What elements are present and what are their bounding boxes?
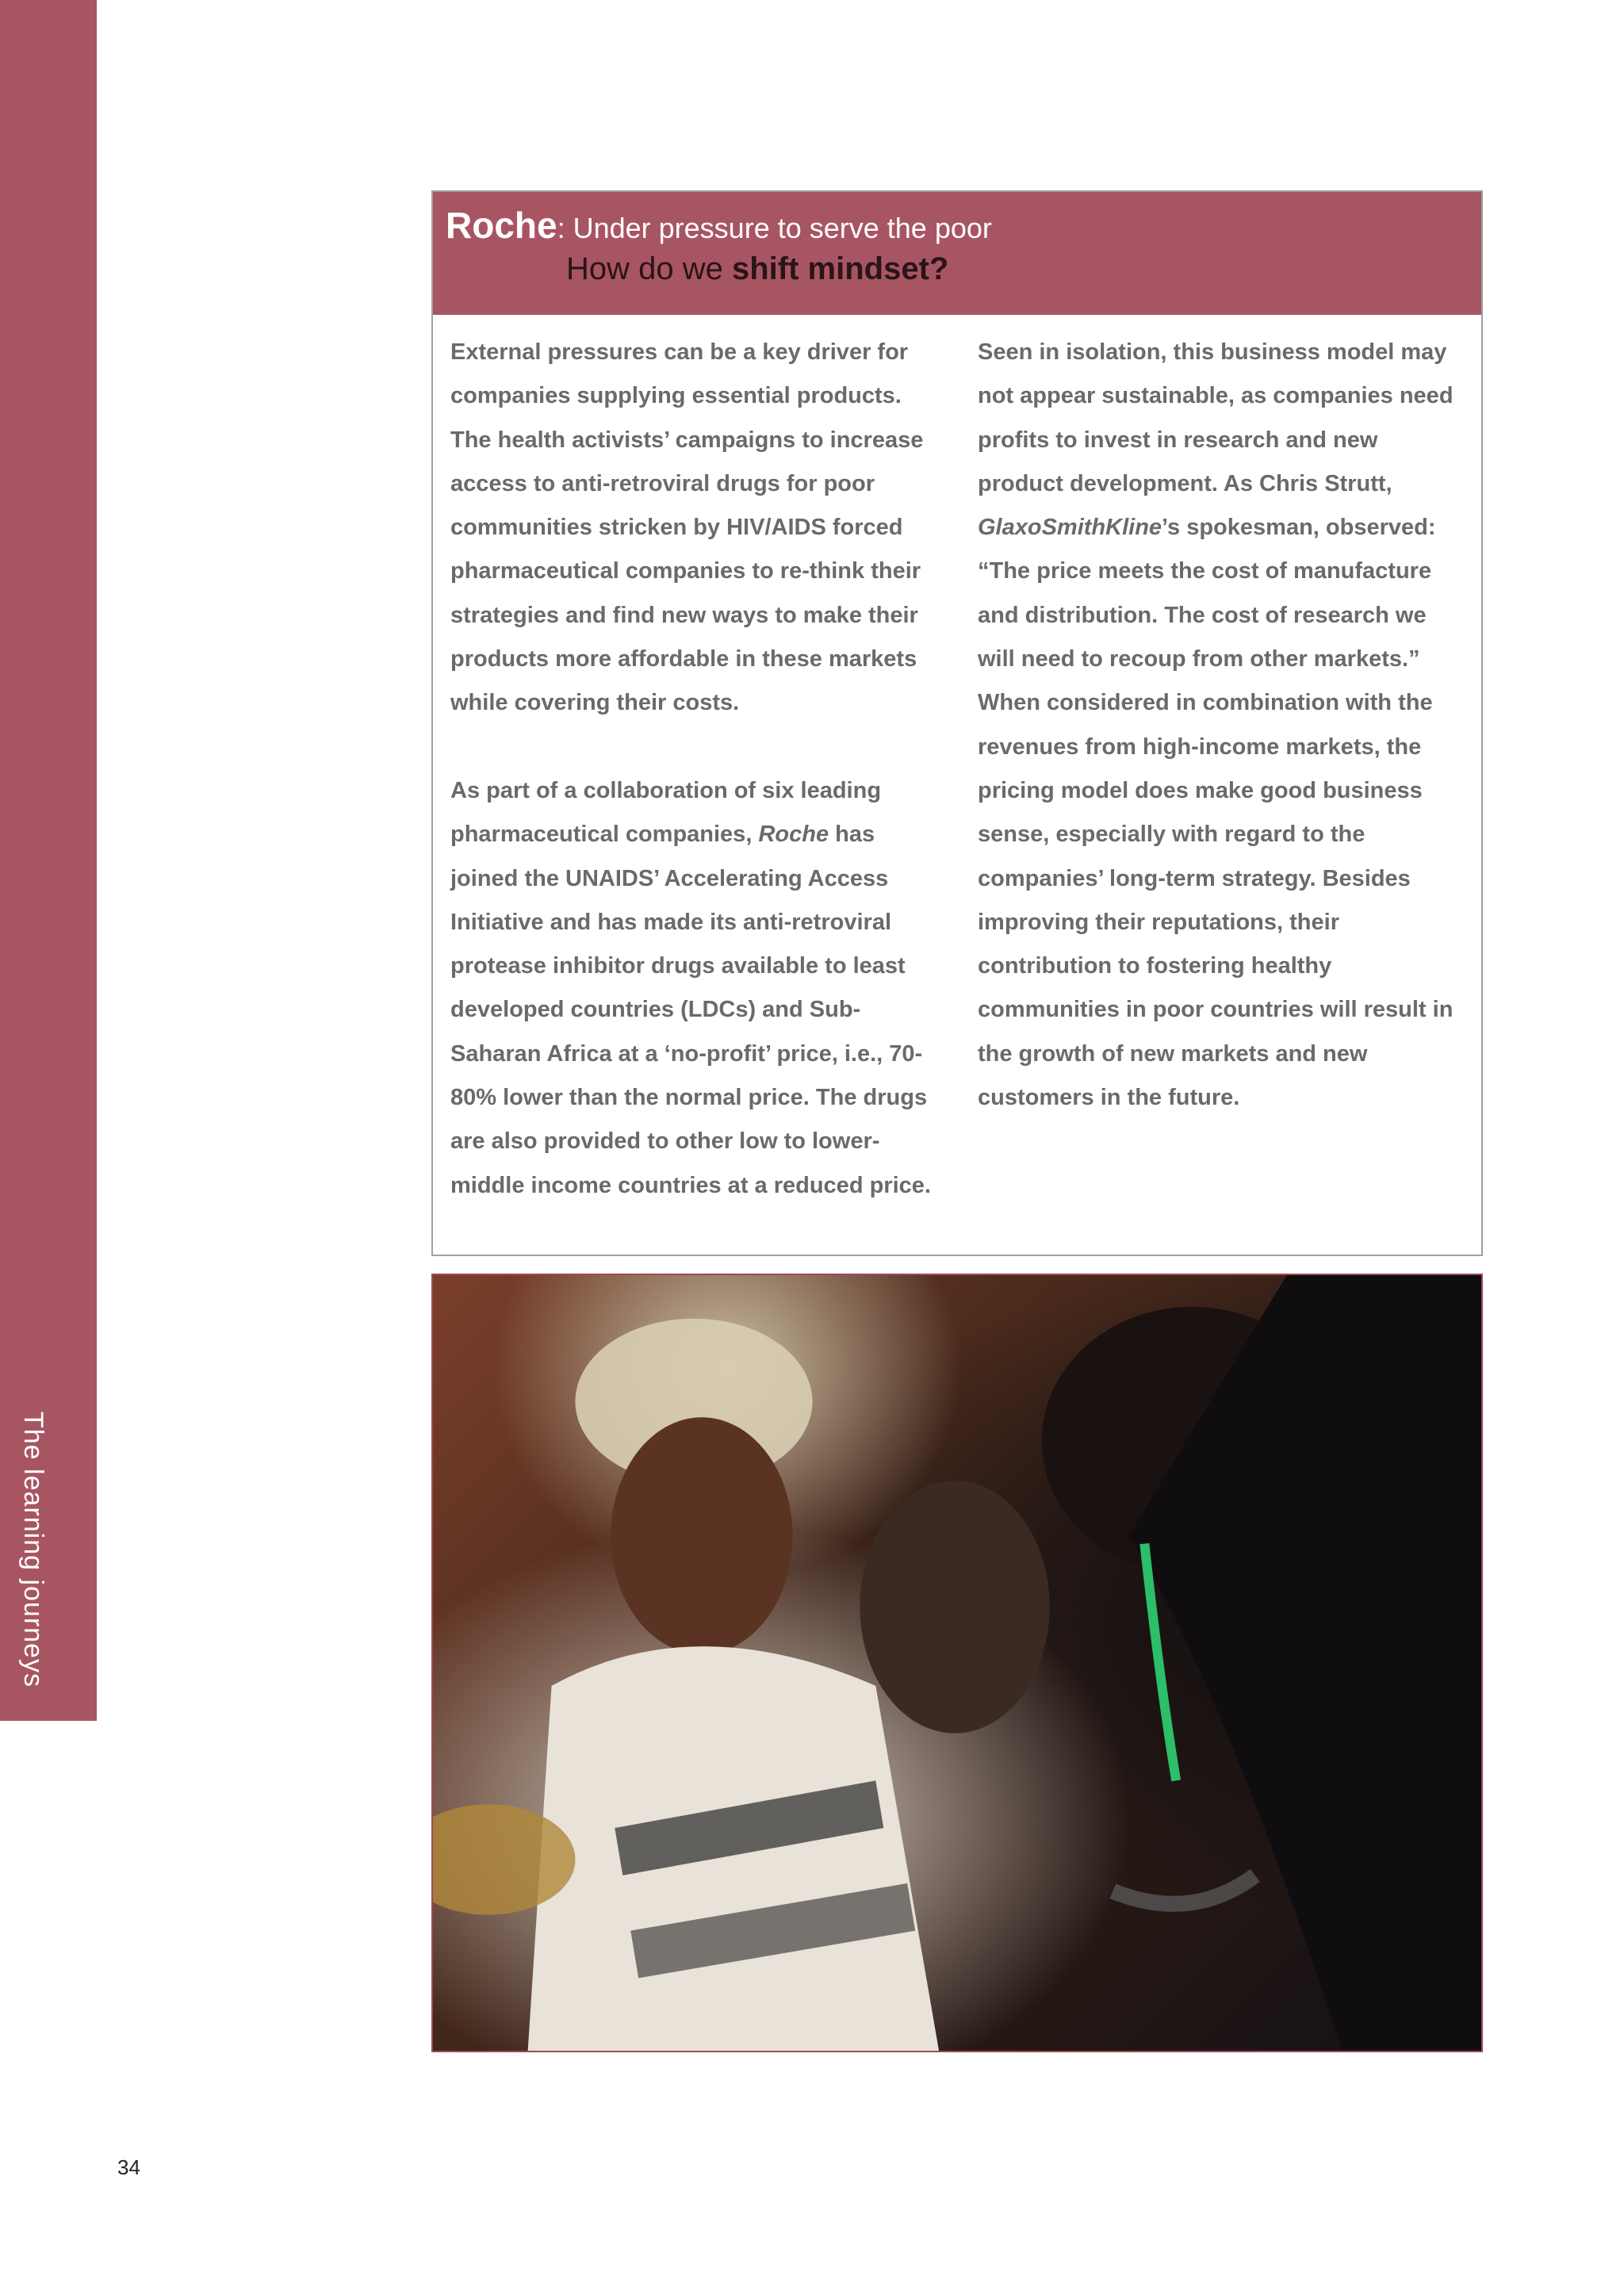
case-study-box bbox=[431, 190, 1483, 1256]
clinic-photo bbox=[431, 1274, 1483, 2052]
sidebar-section-label: The learning journeys bbox=[18, 1412, 48, 1688]
right-paragraph bbox=[978, 331, 1469, 1120]
photo-icon bbox=[433, 1275, 1481, 2051]
case-study-question bbox=[446, 249, 1481, 289]
right-paragraph-text-a: Seen in isolation, this business model may not appear sustainable, as companies need profits to invest in research and new product development. As Chris Strutt, bbox=[978, 339, 1454, 496]
brand-name: Roche bbox=[446, 205, 557, 246]
sidebar-band bbox=[0, 0, 97, 1721]
right-paragraph-company: GlaxoSmithKline bbox=[978, 515, 1162, 541]
right-column bbox=[978, 331, 1469, 1120]
case-study-subtitle: : Under pressure to serve the poor bbox=[557, 212, 992, 244]
question-emphasis: shift mindset? bbox=[731, 251, 949, 286]
left-paragraph-2 bbox=[450, 769, 942, 1208]
case-study-title bbox=[446, 203, 1481, 249]
left-paragraph-2-company: Roche bbox=[758, 822, 829, 848]
right-paragraph-text-b: ’s spokesman, observed: “The price meets the cost of manufacture and distribution. The cost of research we will need to recoup from other markets.” When considered in combination with the revenues from high-income markets, the pricing model does make good business sense, especially with regard to the companies’ long-term strategy. Besides improving their reputations, their contribution to fostering healthy communities in poor countries will result in the growth of new markets and new customers in the future. bbox=[978, 515, 1454, 1111]
page-number: 34 bbox=[117, 2155, 140, 2179]
question-prefix: How do we bbox=[566, 251, 732, 286]
case-study-header bbox=[433, 192, 1481, 315]
left-paragraph-2-text-a: As part of a collaboration of six leading pharmaceutical companies, bbox=[450, 777, 882, 848]
left-column bbox=[450, 331, 942, 1208]
left-paragraph-2-text-b: has joined the UNAIDS’ Accelerating Access Initiative and has made its anti-retroviral protease inhibitor drugs available to least developed countries (LDCs) and Sub-Saharan Africa at a ‘no-profit’ price, i.e., 70-80% lower than the normal price. The drugs are also provided to other low to lower-middle income countries at a reduced price. bbox=[450, 822, 931, 1198]
left-paragraph-1: External pressures can be a key driver for companies supplying essential products. The health activists’ campaigns to increase access to anti-retroviral drugs for poor communities stricken by HIV/AIDS forced pharmaceutical companies to re-think their strategies and find new ways to make their products more affordable in these markets while covering their costs. bbox=[450, 339, 924, 716]
